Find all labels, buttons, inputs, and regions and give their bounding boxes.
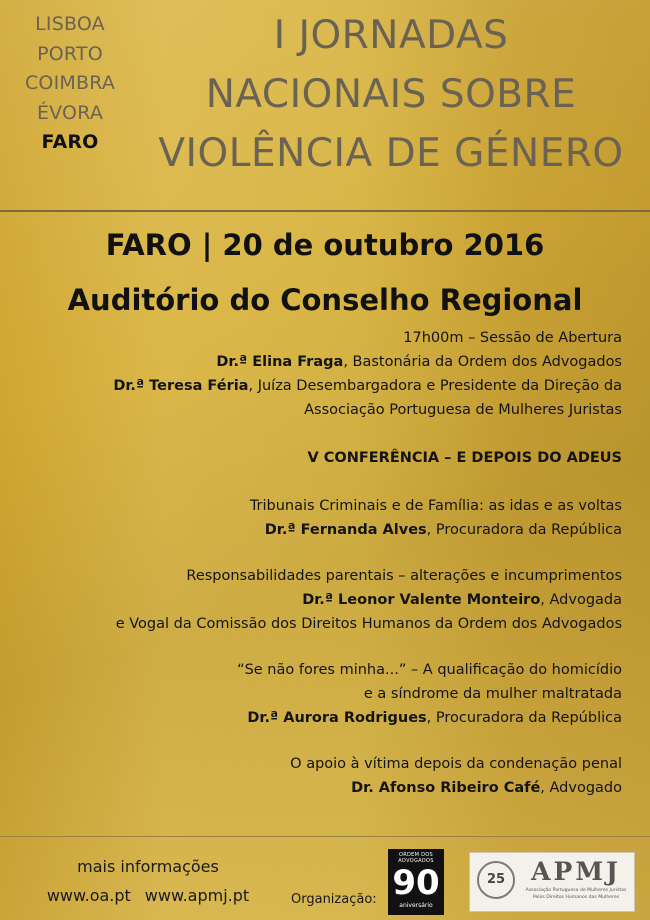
apmj-subtitle-1: Associação Portuguesa de Mulheres Juristas <box>525 888 627 893</box>
speaker-2-name: Dr.ª Teresa Féria <box>113 378 249 394</box>
oa-logo-number: 90 <box>392 863 440 903</box>
speaker-1-role: , Bastonária da Ordem dos Advogados <box>343 354 622 370</box>
talk-4-role: , Advogado <box>540 780 622 796</box>
apmj-25-badge: 25 <box>477 861 515 899</box>
talk-3-name: Dr.ª Aurora Rodrigues <box>247 710 427 726</box>
header-divider <box>0 210 650 212</box>
more-info-label: mais informações <box>77 857 219 876</box>
talk-1-speaker <box>12 518 622 542</box>
title-line-3: VIOLÊNCIA DE GÉNERO <box>158 131 624 176</box>
city-coimbra: COIMBRA <box>24 72 116 94</box>
talk-3-speaker <box>12 706 622 730</box>
speaker-2-role: , Juíza Desembargadora e Presidente da Direção da <box>248 378 622 394</box>
city-faro: FARO <box>41 131 99 153</box>
link-apmj[interactable]: www.apmj.pt <box>144 886 250 905</box>
talk-3-title-1: “Se não fores minha...” – A qualificação do homicídio <box>237 662 622 678</box>
talk-4-speaker <box>12 776 622 800</box>
event-title <box>135 6 647 183</box>
program <box>12 326 622 800</box>
title-line-2: NACIONAIS SOBRE <box>205 72 577 117</box>
talk-2-name: Dr.ª Leonor Valente Monteiro <box>302 592 541 608</box>
event-date: FARO | 20 de outubro 2016 <box>105 228 545 262</box>
footer-divider <box>0 836 650 837</box>
talk-1-title: Tribunais Criminais e de Família: as idas e as voltas <box>249 498 622 514</box>
speaker-2 <box>12 374 622 398</box>
talk-3-role: , Procuradora da República <box>426 710 622 726</box>
cities-list <box>8 10 132 158</box>
oa-logo-sub: aniversário <box>399 902 433 909</box>
speaker-1 <box>12 350 622 374</box>
talk-3-title-2: e a síndrome da mulher maltratada <box>363 686 622 702</box>
talk-1-name: Dr.ª Fernanda Alves <box>264 522 427 538</box>
talk-2-role: , Advogada <box>540 592 622 608</box>
organization-label: Organização: <box>291 892 377 907</box>
event-venue: Auditório do Conselho Regional <box>67 283 583 317</box>
oa-90-anniversary-logo <box>388 849 444 915</box>
speaker-2-role-continued: Associação Portuguesa de Mulheres Juristas <box>304 402 622 418</box>
more-info <box>8 852 288 910</box>
apmj-subtitle-2: Pelos Direitos Humanos das Mulheres <box>532 895 620 900</box>
conference-title <box>12 446 622 470</box>
apmj-wordmark: APMJ <box>531 857 621 886</box>
city-lisboa: LISBOA <box>35 13 105 35</box>
opening-session: 17h00m – Sessão de Abertura <box>403 330 622 346</box>
oa-logo-top: ORDEM DOS ADVOGADOS <box>398 852 434 864</box>
title-line-1: I JORNADAS <box>273 13 509 58</box>
talk-4-name: Dr. Afonso Ribeiro Café <box>351 780 541 796</box>
city-porto: PORTO <box>37 42 103 65</box>
speaker-1-name: Dr.ª Elina Fraga <box>216 354 344 370</box>
links <box>8 881 288 910</box>
city-evora: ÉVORA <box>36 101 104 124</box>
talk-2-role-continued: e Vogal da Comissão dos Direitos Humanos da Ordem dos Advogados <box>115 616 622 632</box>
talk-4-title: O apoio à vítima depois da condenação penal <box>290 756 622 772</box>
apmj-logo <box>469 852 635 912</box>
talk-2-speaker <box>12 588 622 612</box>
talk-2-title: Responsabilidades parentais – alterações e incumprimentos <box>186 568 622 584</box>
conference-title-text: V CONFERÊNCIA – E DEPOIS DO ADEUS <box>307 450 622 466</box>
talk-1-role: , Procuradora da República <box>426 522 622 538</box>
link-oa[interactable]: www.oa.pt <box>46 886 131 905</box>
